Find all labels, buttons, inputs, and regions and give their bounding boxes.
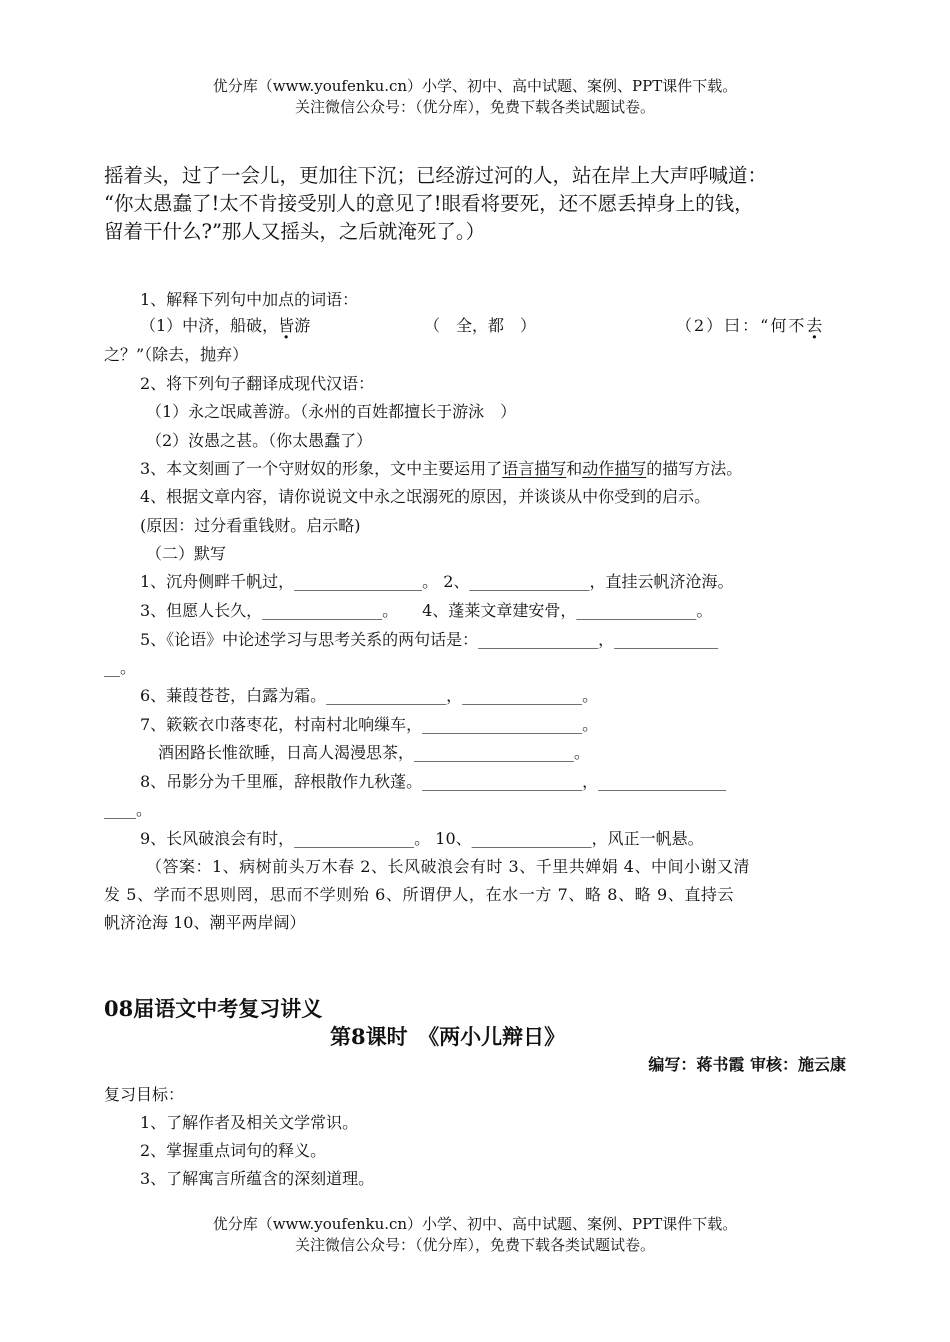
footer-line-2: 关注微信公众号：（优分库），免费下载各类试题试卷。 (294, 1236, 655, 1254)
dictation-line-8: 9、长风破浪会有时，_______________。 10、_______________，风正一帆悬。 (140, 829, 704, 848)
q2-item-1: （1）永之氓咸善游。（永州的百姓都擅长于游泳 ） (146, 402, 517, 421)
translation-line-2: “你太愚蠢了!太不肯接受别人的意见了!眼看将要死，还不愿丢掉身上的钱， (104, 192, 754, 215)
q3-answer-1: 语言描写 (502, 459, 567, 478)
goal-item-1: 1、了解作者及相关文学常识。 (140, 1113, 359, 1132)
dictation-line-1: 1、沉舟侧畔千帆过，________________。 2、_______________，直挂云帆济沧海。 (140, 572, 734, 591)
q3-answer-2: 动作描写 (582, 459, 647, 478)
dictation-line-4: 6、蒹葭苍苍，白露为霜。_______________，_______________。 (140, 686, 599, 705)
translation-line-3: 留着干什么?”那人又摇头，之后就淹死了。） (104, 220, 486, 243)
q1-item-1-answer: （ 全，都 ） (424, 316, 537, 335)
dictation-line-3: 5、《论语》中论述学习与思考关系的两句话是：_______________，_____________ (140, 630, 719, 649)
q4-answer: (原因：过分看重钱财。启示略) (140, 516, 361, 535)
q1-item-1-dotted-word: 皆 (278, 316, 295, 335)
dictation-line-2: 3、但愿人长久，_______________。 4、蓬莱文章建安骨，_______________。 (140, 601, 713, 620)
dictation-line-7-continued: ____。 (104, 800, 153, 819)
q1-item-1 (140, 313, 310, 336)
lesson-series-title: 08届语文中考复习讲义 (104, 996, 323, 1021)
q3-post: 的描写方法。 (646, 459, 743, 478)
header-line-1: 优分库（www.youfenku.cn）小学、初中、高中试题、案例、PPT课件下载。 (212, 77, 738, 95)
lesson-authors: 编写：蒋书霞 审核：施云康 (648, 1055, 846, 1074)
dictation-answers-line-2: 发 5、学而不思则罔，思而不学则殆 6、所谓伊人，在水一方 7、略 8、略 9、直持云 (104, 885, 735, 904)
dictation-answers-line-1: （答案：1、病树前头万木春 2、长风破浪会有时 3、千里共婵娟 4、中间小谢又清 (146, 857, 750, 876)
q1-item-2-continued: 之？”（除去，抛弃） (104, 345, 249, 364)
dictation-line-7: 8、吊影分为千里雁，辞根散作九秋蓬。____________________，________________ (140, 772, 727, 791)
footer-line-1: 优分库（www.youfenku.cn）小学、初中、高中试题、案例、PPT课件下载。 (212, 1215, 738, 1233)
lesson-title: 第8课时 《两小儿辩日》 (330, 1024, 566, 1049)
goals-label: 复习目标： (104, 1085, 185, 1104)
header-line-2: 关注微信公众号：（优分库），免费下载各类试题试卷。 (294, 98, 655, 116)
q1-item-2 (676, 313, 824, 336)
translation-line-1: 摇着头，过了一会儿，更加往下沉；已经游过河的人，站在岸上大声呼喊道： (104, 164, 768, 187)
goal-item-2: 2、掌握重点词句的释义。 (140, 1141, 327, 1160)
q1-item-1-post: 游 (294, 316, 311, 335)
dictation-answers-line-3: 帆济沧海 10、潮平两岸阔） (104, 913, 306, 932)
dictation-line-3-continued: __。 (104, 658, 137, 677)
dictation-title: （二）默写 (146, 544, 227, 563)
q1-item-2-dotted-word: 去 (806, 316, 825, 335)
q4-text: 4、根据文章内容，请你说说文中永之氓溺死的原因，并谈谈从中你受到的启示。 (140, 487, 711, 506)
goal-item-3: 3、了解寓言所蕴含的深刻道理。 (140, 1169, 375, 1188)
q3-mid: 和 (566, 459, 583, 478)
dictation-line-5: 7、簌簌衣巾落枣花，村南村北响缫车，____________________。 (140, 715, 599, 734)
q1-title: 1、解释下列句中加点的词语： (140, 290, 359, 309)
q1-item-2-pre: （2）曰：“何不 (676, 316, 807, 335)
q3-pre: 3、本文刻画了一个守财奴的形象，文中主要运用了 (140, 459, 503, 478)
q2-item-2: （2）汝愚之甚。（你太愚蠢了） (146, 431, 373, 450)
q2-title: 2、将下列句子翻译成现代汉语： (140, 374, 375, 393)
dictation-line-6: 酒困路长惟欲睡，日高人渴漫思茶，____________________。 (158, 743, 591, 762)
q1-item-1-pre: （1）中济，船破， (140, 316, 279, 335)
q3-line (140, 456, 742, 479)
